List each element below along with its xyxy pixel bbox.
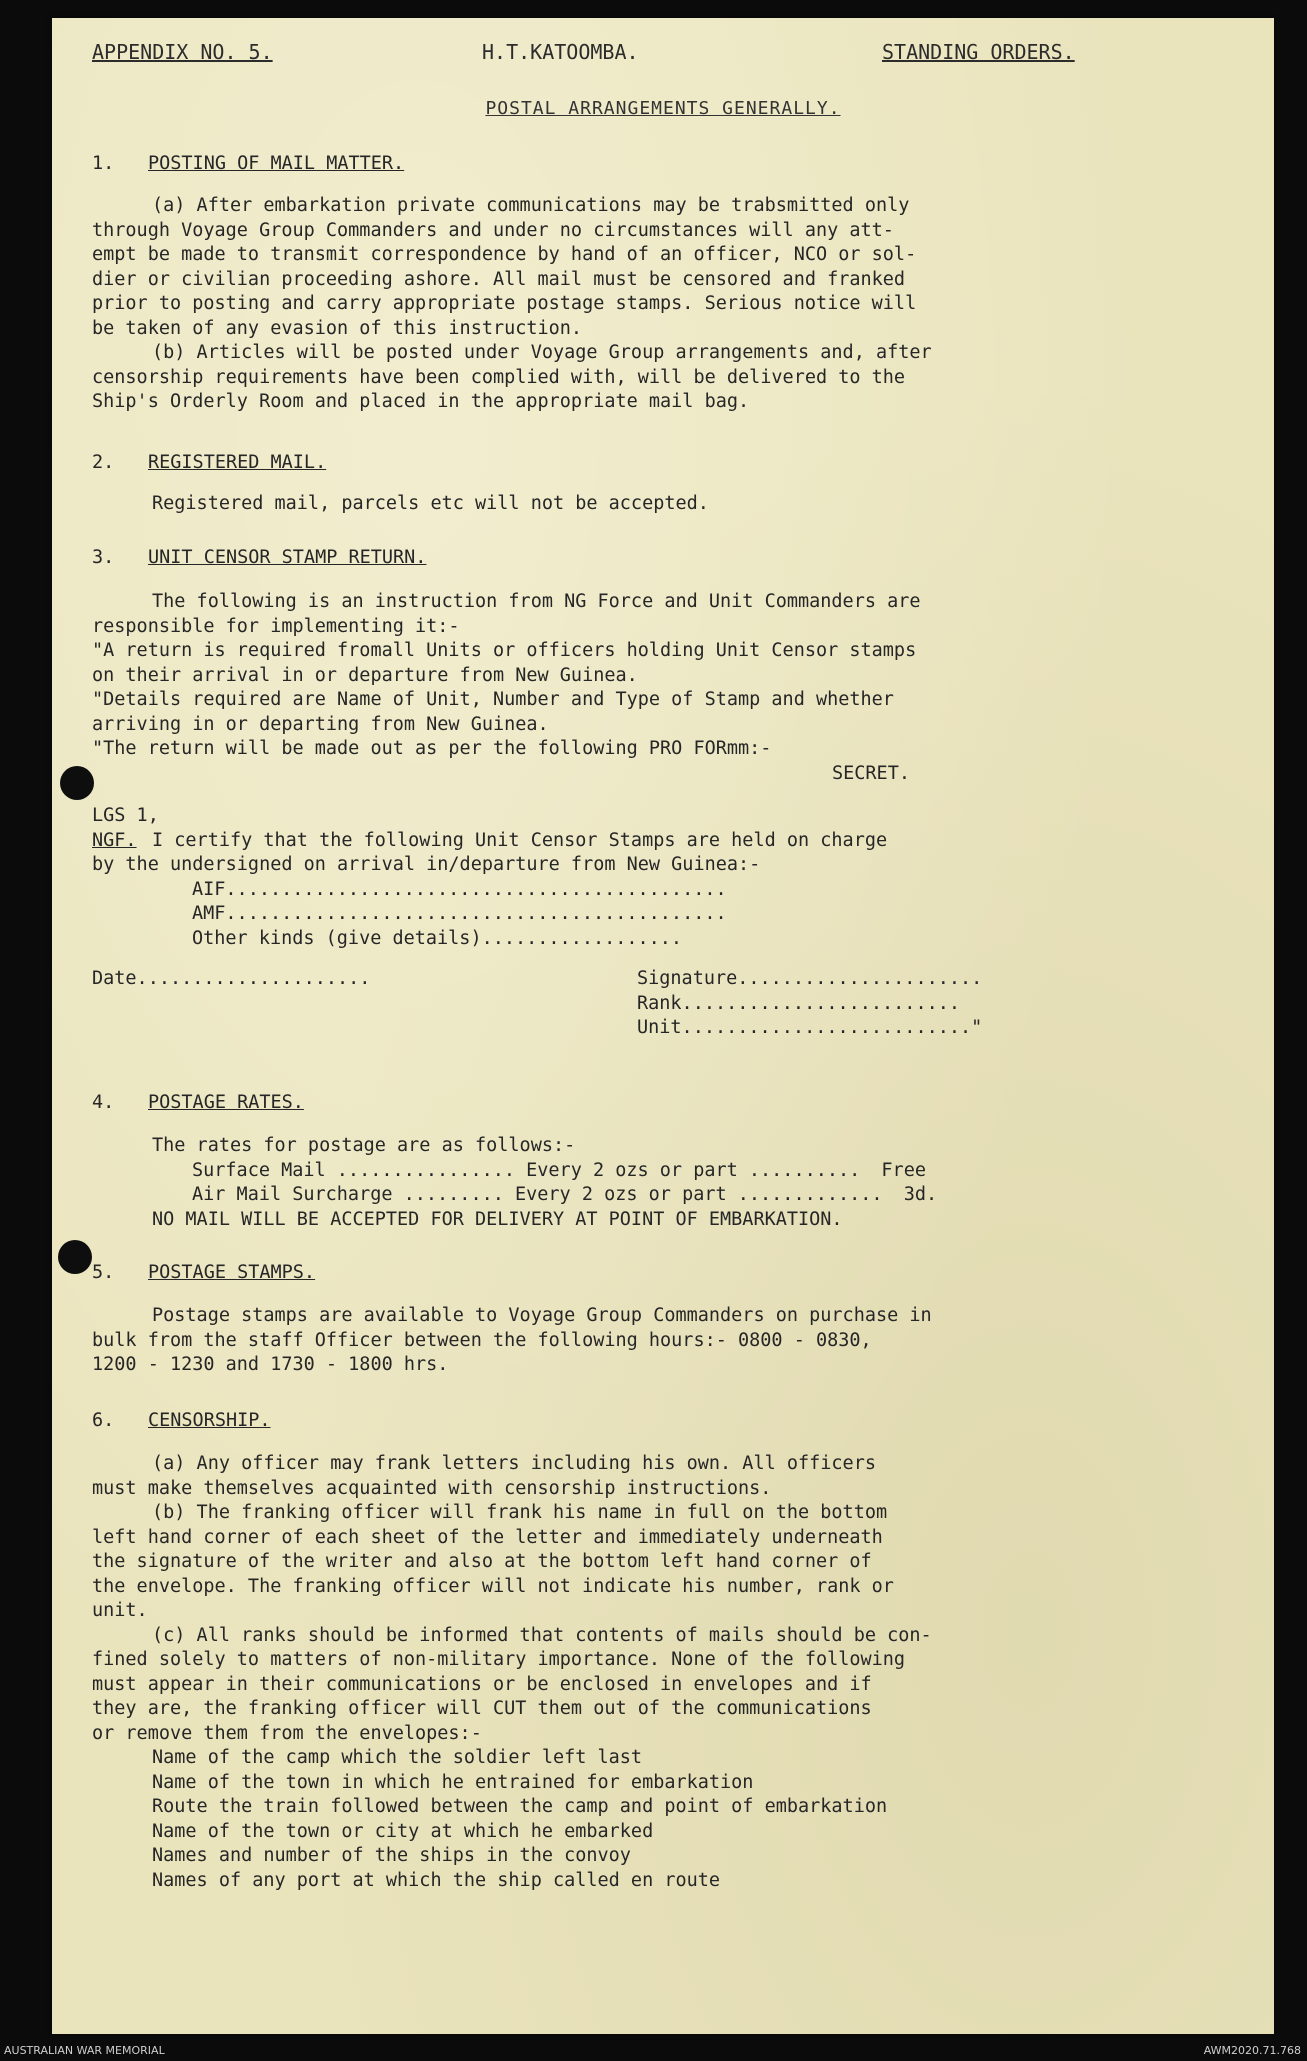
list-item: Name of the camp which the soldier left last: [152, 1747, 643, 1768]
section-2-body: [92, 492, 1222, 517]
section-number: 4.: [92, 1092, 115, 1113]
list-item: Name of the town in which he entrained for embarkation: [152, 1771, 754, 1793]
surface-mail-label: Surface Mail ................ Every 2 ozs or part ..........: [192, 1159, 861, 1181]
ship-name: H.T.KATOOMBA.: [482, 40, 639, 64]
amf-line: AMF.............................................: [192, 903, 727, 924]
secret-label: SECRET.: [832, 762, 910, 784]
form-ngf: NGF.: [92, 829, 137, 851]
archive-name: AUSTRALIAN WAR MEMORIAL: [4, 2044, 165, 2057]
text-line: must appear in their communications or be enclosed in envelopes and if: [92, 1673, 872, 1695]
unit-line: Unit..........................": [637, 1017, 983, 1038]
date-line: Date.....................: [92, 968, 371, 989]
section-6-body: [92, 1452, 1222, 1893]
text-line: (a) After embarkation private communications may be trabsmitted only: [152, 195, 910, 216]
list-item: Names of any port at which the ship called en route: [152, 1869, 721, 1891]
text-line: (c) All ranks should be informed that contents of mails should be con-: [152, 1624, 932, 1646]
section-3-heading: [92, 547, 426, 568]
section-1-body: [92, 194, 1222, 415]
text-line: they are, the franking officer will CUT them out of the communications: [92, 1698, 872, 1719]
page-title: POSTAL ARRANGEMENTS GENERALLY.: [485, 98, 841, 119]
section-4-body: [92, 1134, 1222, 1232]
text-line: "A return is required fromall Units or officers holding Unit Censor stamps: [92, 640, 917, 661]
notice-line: NO MAIL WILL BE ACCEPTED FOR DELIVERY AT POINT OF EMBARKATION.: [152, 1208, 843, 1230]
standing-orders-label: STANDING ORDERS.: [882, 40, 1075, 64]
list-item: Route the train followed between the camp and point of embarkation: [152, 1796, 888, 1817]
text-line: responsible for implementing it:-: [92, 615, 460, 637]
air-mail-line: [92, 1183, 1222, 1208]
section-title: REGISTERED MAIL.: [148, 452, 327, 473]
text-line: "The return will be made out as per the following PRO FORmm:-: [92, 738, 772, 759]
surface-mail-rate: Free: [881, 1159, 926, 1181]
document-page: [52, 18, 1274, 2034]
section-6-heading: [92, 1410, 271, 1431]
text-line: censorship requirements have been complied with, will be delivered to the: [92, 366, 906, 388]
text-line: or remove them from the envelopes:-: [92, 1722, 482, 1744]
text-line: The rates for postage are as follows:-: [152, 1135, 576, 1156]
text-line: (b) The franking officer will frank his name in full on the bottom: [152, 1502, 888, 1523]
pro-forma: [92, 804, 1222, 1041]
section-title: POSTAGE RATES.: [148, 1092, 304, 1113]
text-line: The following is an instruction from NG Force and Unit Commanders are: [152, 591, 921, 612]
section-number: 6.: [92, 1410, 115, 1431]
signature-line: Signature......................: [637, 968, 983, 989]
section-title: CENSORSHIP.: [148, 1410, 271, 1431]
punch-hole: [60, 766, 94, 800]
air-mail-rate: 3d.: [903, 1184, 938, 1205]
section-1-heading: [92, 153, 404, 174]
rank-line: Rank.........................: [637, 992, 961, 1014]
section-title: POSTAGE STAMPS.: [148, 1262, 316, 1283]
text-line: the envelope. The franking officer will not indicate his number, rank or: [92, 1575, 894, 1597]
text-line: bulk from the staff Officer between the following hours:- 0800 - 0830,: [92, 1329, 872, 1351]
section-number: 5.: [92, 1262, 115, 1283]
section-title: UNIT CENSOR STAMP RETURN.: [148, 547, 427, 568]
text-line: dier or civilian proceeding ashore. All mail must be censored and franked: [92, 268, 906, 290]
archive-reference: AWM2020.71.768: [1203, 2044, 1301, 2057]
aif-line: AIF.............................................: [192, 878, 727, 900]
appendix-number: APPENDIX NO. 5.: [92, 40, 273, 64]
text-line: Postage stamps are available to Voyage Group Commanders on purchase in: [152, 1305, 932, 1326]
text-line: (b) Articles will be posted under Voyage Group arrangements and, after: [152, 342, 932, 363]
list-item: Names and number of the ships in the convoy: [152, 1845, 631, 1866]
text-line: unit.: [92, 1600, 148, 1621]
list-item: Name of the town or city at which he embarked: [152, 1820, 654, 1842]
section-5-heading: [92, 1262, 315, 1283]
text-line: prior to posting and carry appropriate postage stamps. Serious notice will: [92, 293, 917, 314]
text-line: "Details required are Name of Unit, Number and Type of Stamp and whether: [92, 689, 894, 710]
section-3-body: [92, 590, 1222, 786]
text-line: 1200 - 1230 and 1730 - 1800 hrs.: [92, 1354, 449, 1375]
text-line: through Voyage Group Commanders and under no circumstances will any att-: [92, 219, 894, 241]
punch-hole: [58, 1240, 92, 1274]
certify-line: I certify that the following Unit Censor Stamps are held on charge: [152, 829, 888, 851]
section-title: POSTING OF MAIL MATTER.: [148, 153, 405, 174]
surface-mail-line: [92, 1159, 1222, 1184]
section-number: 1.: [92, 153, 115, 174]
text-line: Ship's Orderly Room and placed in the appropriate mail bag.: [92, 391, 750, 412]
text-line: fined solely to matters of non-military importance. None of the following: [92, 1649, 906, 1670]
section-2-heading: [92, 452, 326, 473]
text-line: left hand corner of each sheet of the letter and immediately underneath: [92, 1526, 883, 1548]
section-5-body: [92, 1304, 1222, 1378]
text-line: Registered mail, parcels etc will not be accepted.: [152, 493, 709, 514]
form-ref: LGS 1,: [92, 805, 159, 826]
certify-line: by the undersigned on arrival in/departure from New Guinea:-: [92, 854, 761, 875]
text-line: must make themselves acquainted with censorship instructions.: [92, 1477, 772, 1499]
air-mail-label: Air Mail Surcharge ......... Every 2 ozs or part .............: [192, 1184, 883, 1205]
text-line: the signature of the writer and also at the bottom left hand corner of: [92, 1551, 872, 1572]
text-line: arriving in or departing from New Guinea.: [92, 713, 549, 735]
text-line: be taken of any evasion of this instruction.: [92, 317, 583, 339]
section-number: 2.: [92, 452, 115, 473]
section-4-heading: [92, 1092, 304, 1113]
text-line: (a) Any officer may frank letters including his own. All officers: [152, 1453, 876, 1474]
other-kinds-line: Other kinds (give details)..................: [192, 927, 683, 949]
section-number: 3.: [92, 547, 115, 568]
text-line: empt be made to transmit correspondence by hand of an officer, NCO or sol-: [92, 244, 917, 265]
text-line: on their arrival in or departure from New Guinea.: [92, 664, 638, 686]
